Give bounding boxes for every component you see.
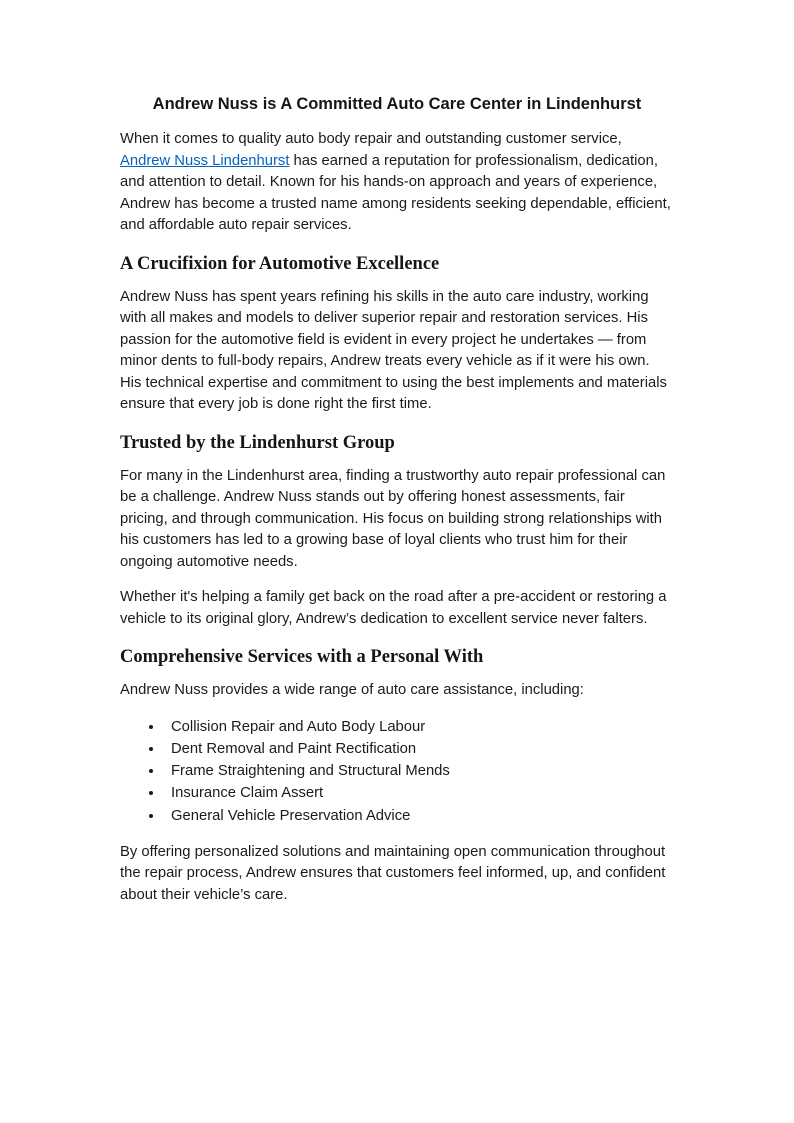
paragraph-automotive-excellence: Andrew Nuss has spent years refining his skills in the auto care industry, working with all makes and models to deliver superior repair and restoration services. His passion for the automotive field is evident in every project he undertakes — from minor dents to full-body repairs, Andrew treats every vehicle as if it were his own. His technical expertise and commitment to using the best implements and materials ensure that every job is done right the first time.: [120, 288, 667, 412]
page-title: Andrew Nuss is A Committed Auto Care Center in Lindenhurst: [152, 95, 642, 113]
services-bullet-list: [120, 716, 674, 827]
paragraph-trusted-group-2: Whether it's helping a family get back on the road after a pre-accident or restoring a vehicle to its original glory, Andrew’s dedication to excellent service never falters.: [120, 589, 667, 627]
paragraph-trusted-group-1: For many in the Lindenhurst area, finding a trustworthy auto repair professional can be a challenge. Andrew Nuss stands out by offering honest assessments, fair pricing, and through communication. His focus on building strong relationships with his customers has led to a growing base of loyal clients who trust him for their ongoing automotive needs.: [120, 467, 666, 570]
list-item: • Dent Removal and Paint Rectification: [164, 738, 674, 760]
section-heading-trusted-group: Trusted by the Lindenhurst Group: [120, 432, 395, 453]
paragraph-services-lead: Andrew Nuss provides a wide range of auto care assistance, including:: [120, 682, 584, 698]
section-heading-automotive-excellence: A Crucifixion for Automotive Excellence: [120, 253, 440, 274]
andrew-nuss-lindenhurst-link[interactable]: Andrew Nuss Lindenhurst: [120, 152, 290, 169]
list-item: • Collision Repair and Auto Body Labour: [164, 716, 674, 738]
list-item: • Frame Straightening and Structural Mends: [164, 760, 674, 782]
intro-text-before-link: When it comes to quality auto body repair and outstanding customer service,: [120, 131, 622, 147]
paragraph-closing: By offering personalized solutions and maintaining open communication throughout the repair process, Andrew ensures that customers feel informed, up, and confident about their vehicle’s care.: [120, 843, 666, 903]
section-heading-comprehensive-services: Comprehensive Services with a Personal With: [120, 647, 484, 667]
list-item: • General Vehicle Preservation Advice: [164, 805, 674, 827]
intro-text-after-link: has earned a reputation for professionalism, dedication, and attention to detail. Known for his hands-on approach and years of experience, Andrew has become a trusted name among residents seeking dependable, efficient, and affordable auto repair services.: [120, 152, 671, 233]
intro-paragraph: [120, 129, 674, 237]
list-item: • Insurance Claim Assert: [164, 782, 674, 804]
